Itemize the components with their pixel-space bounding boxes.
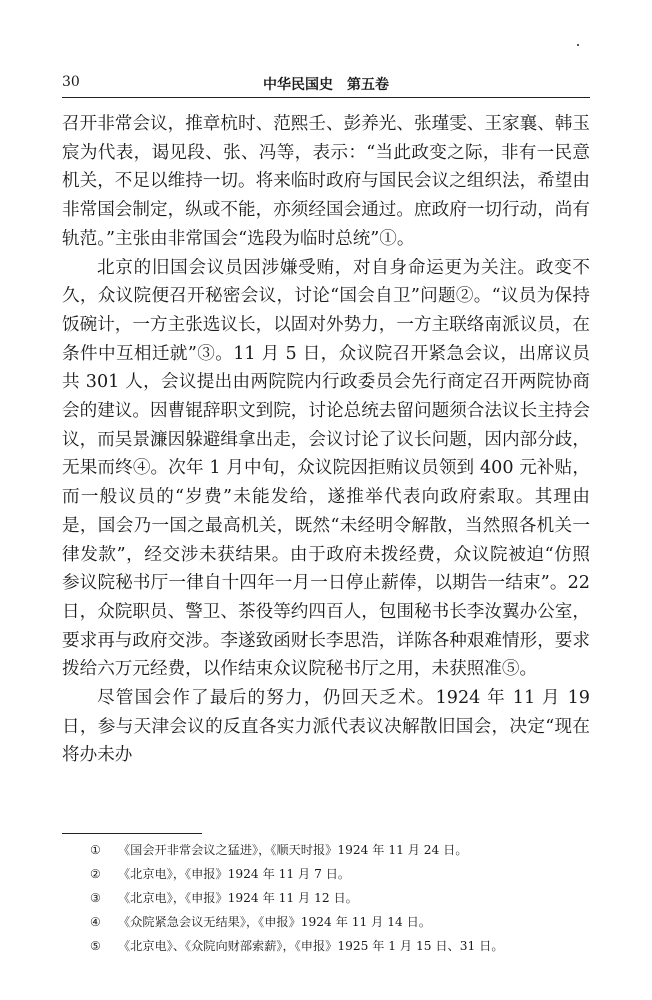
footnote-2 (90, 862, 590, 886)
page-number: 30 (62, 74, 80, 90)
footnotes (90, 838, 590, 958)
header-rule (62, 97, 590, 98)
footnote-rule (62, 833, 202, 834)
body-text (62, 110, 590, 770)
paragraph-continued: 召开非常会议，推章杭时、范熙壬、彭养光、张瑾雯、王家襄、韩玉宸为代表，谒见段、张、冯等，表示：“当此政变之际，非有一民意机关，不足以维持一切。将来临时政府与国民会议之组织法，希望由非常国会制定，纵或不能，亦须经国会通过。庶政府一切行动，尚有轨范。”主张由非常国会“选段为临时总统”①。 (62, 114, 590, 249)
footnote-mark: ③ (90, 891, 101, 905)
footnote-1 (90, 838, 590, 862)
scan-margin-dot (577, 44, 579, 46)
footnote-text: 《北京电》、《众院向财部索薪》，《申报》1925 年 1 月 15 日、31 日。 (118, 939, 504, 953)
running-title: 中华民国史 第五卷 (263, 77, 389, 93)
page-header (62, 74, 590, 96)
footnote-mark: ④ (90, 915, 101, 929)
footnote-5 (90, 934, 590, 958)
paragraph-old-parliament: 北京的旧国会议员因涉嫌受贿，对自身命运更为关注。政变不久，众议院便召开秘密会议，讨论“国会自卫”问题②。“议员为保持饭碗计，一方主张选议长，以固对外势力，一方主联络南派议员，在条件中互相迁就”③。11 月 5 日，众议院召开紧急会议，出席议员共 301 人，会议提出由两院院内行政委员会先行商定召开两院协商会的建议。因曹锟辞职文到院，讨论总统去留问题须合法议长主持会议，而吴景濂因躲避缉拿出走，会议讨论了议长问题，因内部分歧，无果而终④。次年 1 月中旬，众议院因拒贿议员领到 400 元补贴，而一般议员的“岁费”未能发给，遂推举代表向政府索取。其理由是，国会乃一国之最高机关，既然“未经明令解散，当然照各机关一律发款”，经交涉未获结果。由于政府未拨经费，众议院被迫“仿照参议院秘书厅一律自十四年一月一日停止薪俸，以期告一结束”。22 日，众院职员、警卫、茶役等约四百人，包围秘书长李汝翼办公室，要求再与政府交涉。李遂致函财长李思浩，详陈各种艰难情形，要求拨给六万元经费，以作结束众议院秘书厅之用，未获照准⑤。 (62, 257, 590, 680)
paragraph-final-efforts: 尽管国会作了最后的努力，仍回天乏术。1924 年 11 月 19 日，参与天津会议的反直各实力派代表议决解散旧国会，决定“现在将办未办 (62, 688, 590, 766)
footnote-mark: ② (90, 867, 101, 881)
footnote-text: 《国会开非常会议之猛进》，《顺天时报》1924 年 11 月 24 日。 (118, 843, 468, 857)
footnote-3 (90, 886, 590, 910)
footnote-mark: ⑤ (90, 939, 101, 953)
footnote-text: 《众院紧急会议无结果》，《申报》1924 年 11 月 14 日。 (118, 915, 431, 929)
footnote-text: 《北京电》，《申报》1924 年 11 月 7 日。 (118, 867, 351, 881)
footnote-4 (90, 910, 590, 934)
footnote-mark: ① (90, 843, 101, 857)
footnote-text: 《北京电》，《申报》1924 年 11 月 12 日。 (118, 891, 358, 905)
